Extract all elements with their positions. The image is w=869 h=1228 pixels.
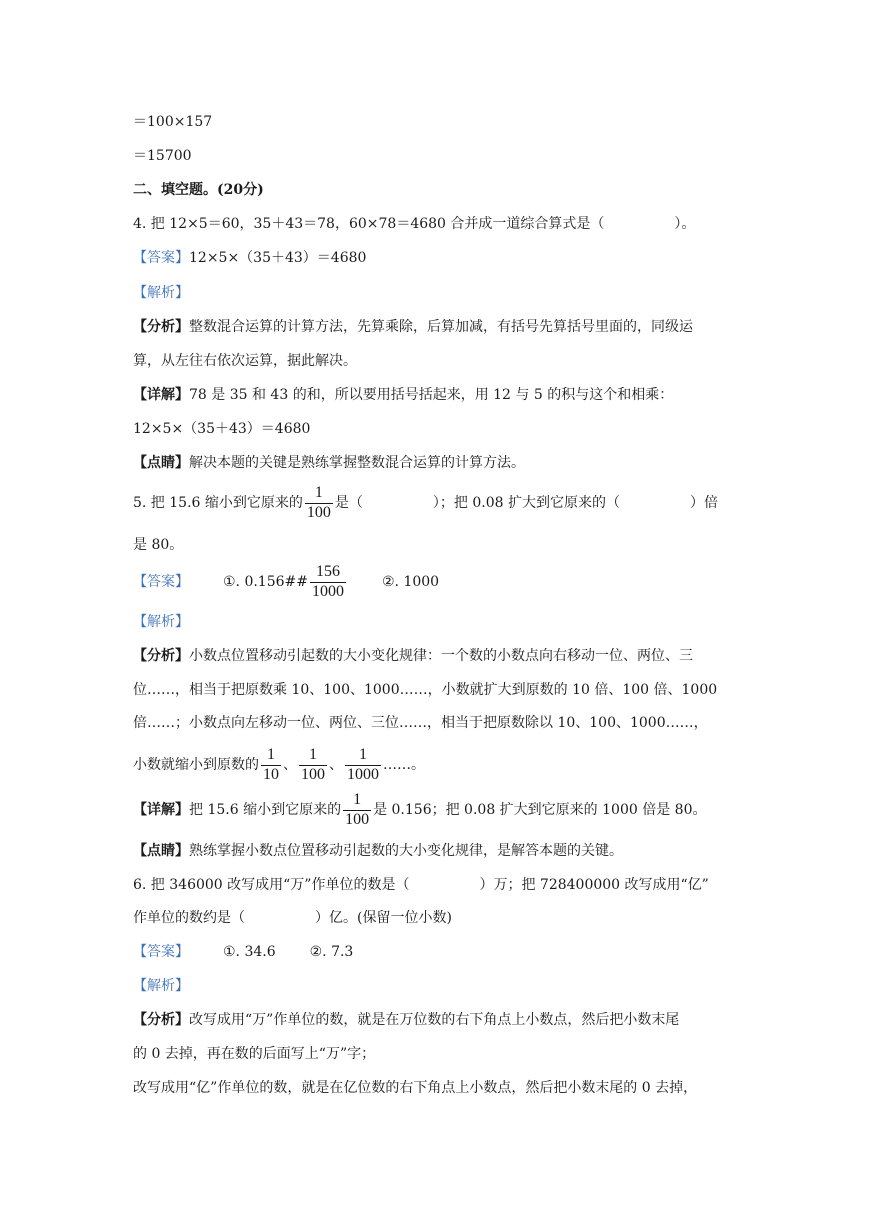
xiangjie-text: 把 15.6 缩小到它原来的 (189, 802, 342, 818)
question-4: 4. 把 12×5＝60，35＋43＝78，60×78＝4680 合并成一道综合算式是（ ）。 (133, 216, 696, 232)
analysis-tag: 【解析】 (133, 285, 189, 301)
denominator: 10 (263, 765, 279, 783)
separator: 、 (283, 757, 297, 773)
dianjing-text: 解决本题的关键是熟练掌握整数混合运算的计算方法。 (189, 455, 525, 471)
fenxi-text: 改写成用“万”作单位的数，就是在万位数的右下角点上小数点，然后把小数末尾 (189, 1012, 680, 1028)
fenxi-tag: 【分析】 (133, 648, 189, 664)
analysis-line (133, 745, 425, 785)
analysis-tag: 【解析】 (133, 978, 189, 994)
xiangjie-text: 是 0.156；把 0.08 扩大到它原来的 1000 倍是 80。 (373, 802, 707, 818)
analysis-line: 改写成用“亿”作单位的数，就是在亿位数的右下角点上小数点，然后把小数末尾的 0 去掉， (133, 1080, 698, 1096)
question-text: 是（ ）；把 0.08 扩大到它原来的（ ）倍 (334, 495, 718, 511)
analysis-line (133, 317, 693, 337)
analysis-tag: 【解析】 (133, 614, 189, 630)
numerator: 1 (309, 746, 317, 764)
answer-tag: 【答案】 (133, 574, 189, 590)
numerator: 1 (314, 484, 323, 502)
question-5 (133, 483, 718, 523)
numerator: 1 (267, 746, 275, 764)
numerator: 1 (353, 791, 362, 809)
fenxi-tag: 【分析】 (133, 1012, 189, 1028)
dianjing-tag: 【点睛】 (133, 455, 189, 471)
xiangjie-text: 78 是 35 和 43 的和，所以要用括号括起来，用 12 与 5 的积与这个和相乘： (189, 387, 674, 403)
fenxi-text: 整数混合运算的计算方法，先算乘除，后算加减，有括号先算括号里面的，同级运 (189, 319, 693, 335)
answer-tag: 【答案】 (133, 944, 189, 960)
answer-text: ②. 1000 (382, 574, 440, 590)
answer-text: ①. 34.6 (223, 944, 276, 960)
answer-text: ①. 0.156## (223, 574, 308, 590)
answer-tag: 【答案】 (133, 250, 189, 266)
detail-line (133, 385, 673, 405)
question-text: 是 80。 (133, 537, 184, 553)
analysis-line (133, 1010, 679, 1030)
denominator: 100 (306, 503, 331, 521)
fenxi-text: 小数点位置移动引起数的大小变化规律：一个数的小数点向右移动一位、两位、三 (189, 648, 693, 664)
fenxi-text: 小数就缩小到原数的 (133, 757, 259, 773)
equation-line: ＝15700 (133, 148, 192, 164)
tip-line (133, 453, 525, 473)
equation-line: 12×5×（35＋43）＝4680 (133, 421, 311, 437)
section-heading: 二、填空题。(20分) (133, 182, 264, 198)
denominator: 1000 (312, 582, 344, 600)
dianjing-text: 熟练掌握小数点位置移动引起数的大小变化规律，是解答本题的关键。 (189, 843, 623, 859)
answer-line (133, 248, 366, 268)
analysis-line: 算，从左往右依次运算，据此解决。 (133, 353, 357, 369)
analysis-line: 的 0 去掉，再在数的后面写上“万”字； (133, 1046, 376, 1062)
question-6: 6. 把 346000 改写成用“万”作单位的数是（ ）万；把 728400000 改写成用“亿” (133, 877, 709, 893)
fraction (310, 563, 346, 601)
numerator: 156 (316, 563, 340, 581)
answer-text: ②. 7.3 (309, 944, 354, 960)
separator: 、 (329, 757, 343, 773)
analysis-line: 倍……；小数点向左移动一位、两位、三位……，相当于把原数除以 10、100、1000……， (133, 715, 708, 731)
analysis-line: 位……，相当于把原数乘 10、100、1000……，小数就扩大到原数的 10 倍、100 倍、1000 (133, 682, 718, 698)
fenxi-tag: 【分析】 (133, 319, 189, 335)
tip-line (133, 841, 623, 861)
fraction (343, 791, 371, 829)
fraction (261, 746, 281, 784)
answer-line (133, 562, 439, 602)
numerator: 1 (359, 746, 367, 764)
detail-line (133, 790, 706, 830)
equation-line: ＝100×157 (133, 114, 213, 130)
answer-line (133, 942, 353, 962)
denominator: 100 (345, 810, 370, 828)
answer-text: 12×5×（35＋43）＝4680 (189, 250, 367, 266)
question-text: 5. 把 15.6 缩小到它原来的 (133, 495, 303, 511)
xiangjie-tag: 【详解】 (133, 387, 189, 403)
fraction (299, 746, 327, 784)
denominator: 100 (301, 765, 325, 783)
fenxi-text: ……。 (383, 757, 425, 773)
fraction (345, 746, 381, 784)
dianjing-tag: 【点睛】 (133, 843, 189, 859)
analysis-line (133, 646, 693, 666)
xiangjie-tag: 【详解】 (133, 802, 189, 818)
fraction (305, 484, 333, 522)
question-text: 作单位的数约是（ ）亿。(保留一位小数) (133, 910, 452, 926)
denominator: 1000 (347, 765, 379, 783)
